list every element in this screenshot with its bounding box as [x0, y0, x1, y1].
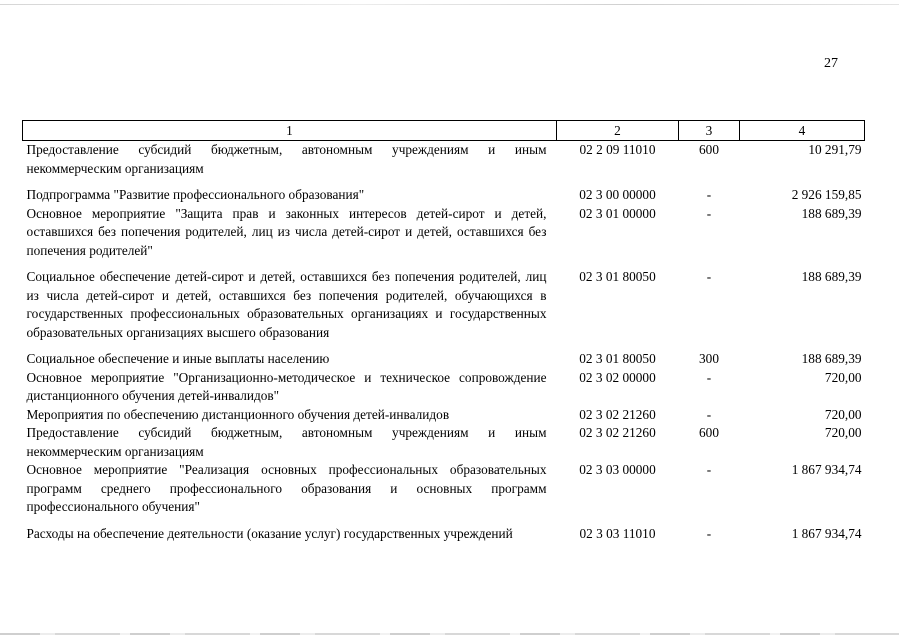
row-type: -: [706, 205, 712, 221]
row-sum: 720,00: [824, 369, 862, 385]
budget-table: [22, 120, 865, 543]
row-code: 02 3 02 00000: [579, 369, 656, 385]
row-code: 02 3 01 00000: [579, 205, 656, 221]
table-row: [23, 350, 865, 369]
scan-edge-bottom: [0, 633, 899, 635]
row-name: Предоставление субсидий бюджетным, автономным учреждениям и иным некоммерческим организациям: [26, 425, 547, 459]
row-code: 02 3 02 21260: [579, 425, 656, 440]
row-sum: 720,00: [824, 425, 862, 440]
row-code: 02 3 01 80050: [579, 269, 656, 284]
row-type: -: [706, 406, 712, 422]
column-header-name: 1: [23, 121, 557, 141]
row-name: Основное мероприятие "Организационно-методическое и техническое сопровождение дистанционного обучения детей-инвалидов": [26, 369, 547, 403]
row-name: Основное мероприятие "Защита прав и законных интересов детей-сирот и детей, оставшихся без попечения родителей, лиц из числа детей-сирот и детей, оставшихся без попечения родителей": [26, 205, 547, 258]
row-code: 02 2 09 11010: [579, 142, 656, 157]
row-code: 02 3 02 21260: [579, 406, 656, 422]
row-sum: 188 689,39: [801, 269, 862, 284]
row-name: Расходы на обеспечение деятельности (оказание услуг) государственных учреждений: [26, 525, 513, 541]
table-row: [23, 424, 865, 461]
table-row: [23, 406, 865, 425]
row-name: Подпрограмма "Развитие профессионального образования": [26, 187, 365, 202]
row-name: Основное мероприятие "Реализация основных профессиональных образовательных программ среднего профессионального образования и основных программ профессионального обучения": [26, 462, 547, 514]
row-type: -: [706, 187, 712, 202]
table-header-row: [23, 121, 865, 141]
row-sum: 720,00: [824, 406, 862, 422]
row-code: 02 3 00 00000: [579, 187, 656, 202]
row-name: Социальное обеспечение и иные выплаты населению: [26, 351, 330, 366]
row-type: 300: [699, 351, 719, 366]
row-type: 600: [699, 425, 719, 440]
row-sum: 1 867 934,74: [791, 525, 862, 541]
row-code: 02 3 03 11010: [579, 525, 656, 541]
table-row: [23, 369, 865, 406]
row-code: 02 3 03 00000: [579, 462, 656, 477]
row-sum: 1 867 934,74: [791, 462, 862, 477]
column-header-sum: 4: [740, 121, 865, 141]
column-header-code: 2: [557, 121, 679, 141]
scan-edge-top: [0, 4, 899, 5]
table-row: [23, 268, 865, 350]
row-type: -: [706, 462, 712, 477]
page-number: 27: [824, 56, 838, 71]
table-row: [23, 525, 865, 544]
column-header-type: 3: [679, 121, 740, 141]
row-sum: 188 689,39: [801, 205, 862, 221]
row-name: Социальное обеспечение детей-сирот и детей, оставшихся без попечения родителей, лиц из числа детей-сирот и детей, оставшихся без попечения родителей, обучающихся в государственных профессиональных образовательных организациях и государственных образовательных организациях высшего образования: [26, 269, 547, 340]
row-sum: 10 291,79: [808, 142, 862, 157]
row-name: Предоставление субсидий бюджетным, автономным учреждениям и иным некоммерческим организациям: [26, 142, 547, 176]
row-type: -: [706, 369, 712, 385]
table-row: [23, 141, 865, 187]
table-row: [23, 186, 865, 205]
row-code: 02 3 01 80050: [579, 351, 656, 366]
row-sum: 2 926 159,85: [791, 187, 862, 202]
row-type: -: [706, 269, 712, 284]
table-row: [23, 461, 865, 525]
row-type: -: [706, 525, 712, 541]
table-row: [23, 205, 865, 269]
row-name: Мероприятия по обеспечению дистанционного обучения детей-инвалидов: [26, 406, 450, 422]
row-type: 600: [699, 142, 719, 157]
row-sum: 188 689,39: [801, 351, 862, 366]
